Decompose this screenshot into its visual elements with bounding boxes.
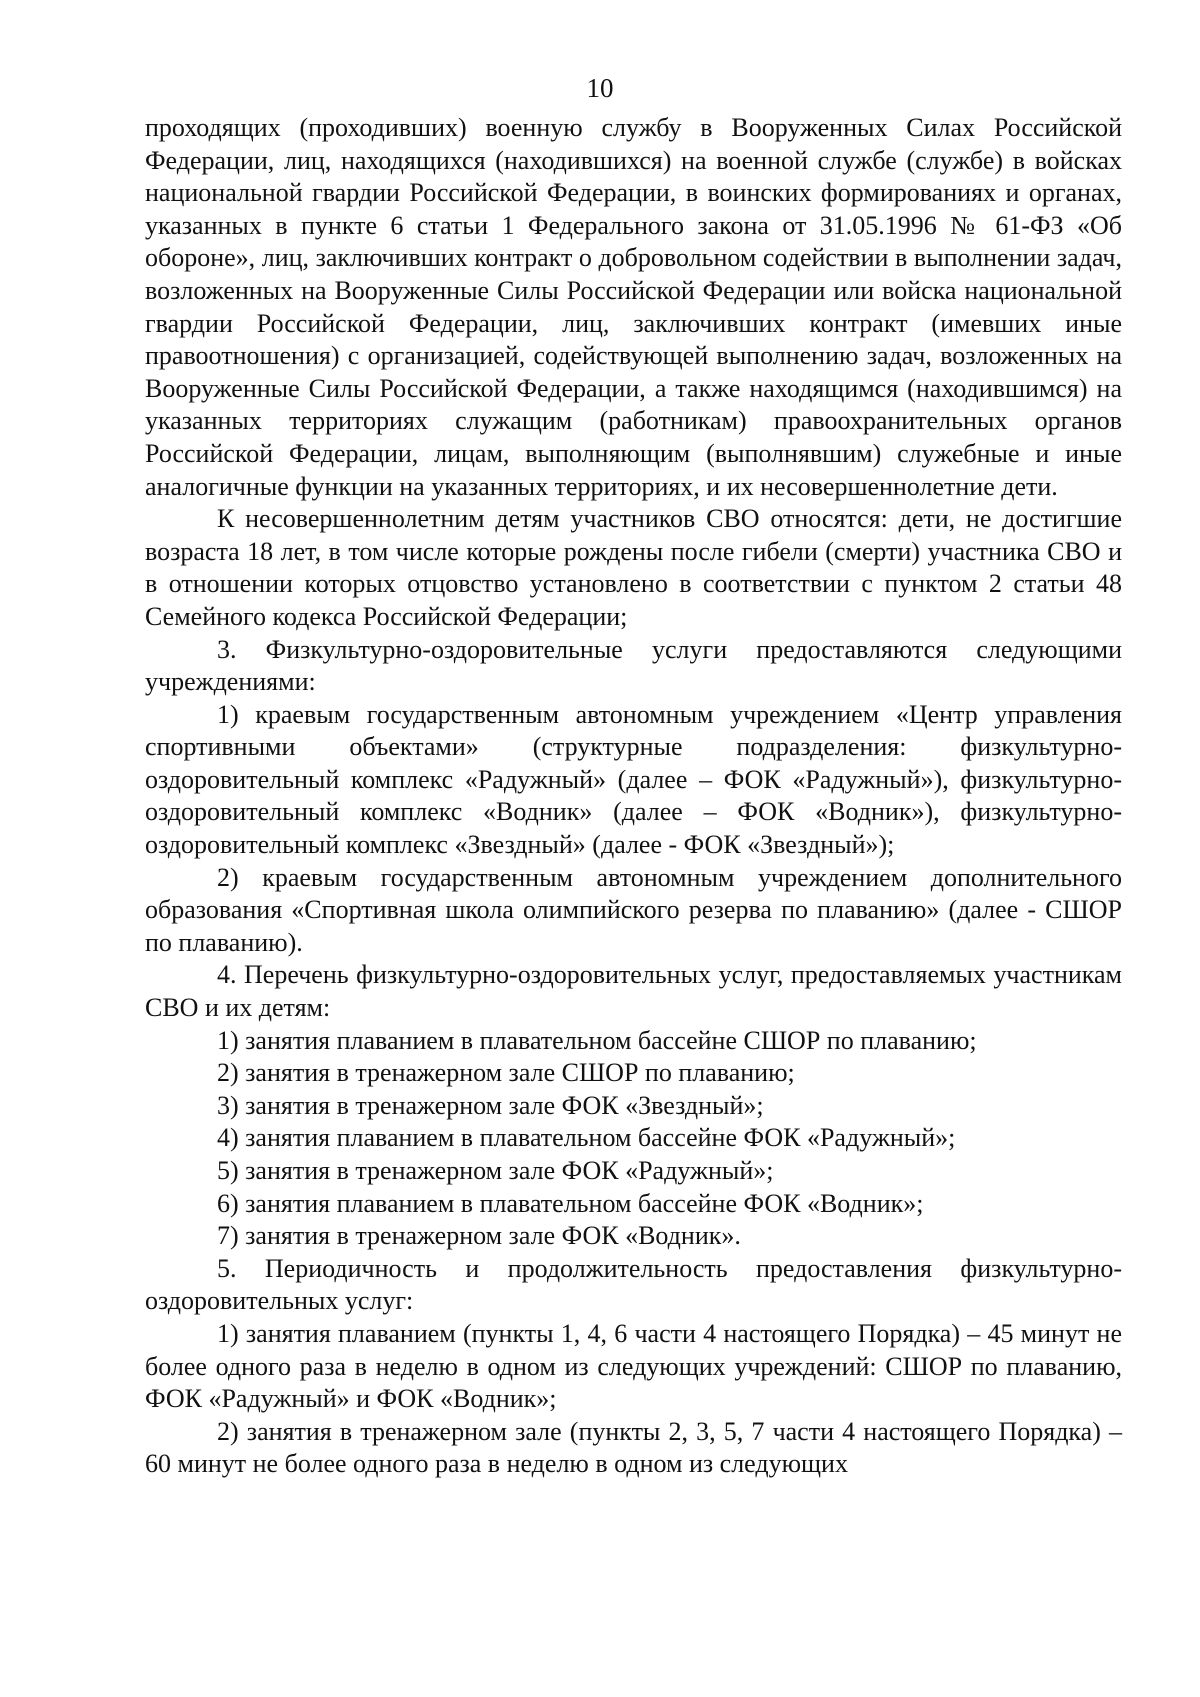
list-item-service-5: 5) занятия в тренажерном зале ФОК «Радужный»; bbox=[217, 1156, 774, 1185]
document-body bbox=[145, 112, 1122, 1481]
list-item-service-2: 2) занятия в тренажерном зале СШОР по плаванию; bbox=[217, 1058, 795, 1088]
page-number: 10 bbox=[586, 73, 614, 103]
paragraph-section-3-item-2: 2) краевым государственным автономным учреждением дополнительного образования «Спортивная школа олимпийского резерва по плаванию» (далее - СШОР по плаванию). bbox=[145, 862, 1122, 957]
list-item-service-4: 4) занятия плаванием в плавательном бассейне ФОК «Радужный»; bbox=[217, 1123, 956, 1153]
paragraph-section-3-item-1: 1) краевым государственным автономным учреждением «Центр управления спортивными объектами» (структурные подразделения: физкультурно-оздоровительный комплекс «Радужный» (далее – ФОК «Радужный»), физкультурно-оздоровительный комплекс «Водник» (далее – ФОК «Водник»), физкультурно-оздоровительный комплекс «Звездный» (далее - ФОК «Звездный»); bbox=[145, 699, 1122, 860]
paragraph-section-3-heading: 3. Физкультурно-оздоровительные услуги предоставляются следующими учреждениями: bbox=[145, 634, 1122, 697]
list-item-service-1: 1) занятия плаванием в плавательном бассейне СШОР по плаванию; bbox=[217, 1025, 977, 1055]
list-item-service-6: 6) занятия плаванием в плавательном бассейне ФОК «Водник»; bbox=[217, 1188, 924, 1218]
list-item-service-7: 7) занятия в тренажерном зале ФОК «Водник». bbox=[217, 1221, 741, 1251]
paragraph-section-4-heading: 4. Перечень физкультурно-оздоровительных услуг, предоставляемых участникам СВО и их детям: bbox=[145, 960, 1122, 1023]
paragraph-section-5-heading: 5. Периодичность и продолжительность предоставления физкультурно-оздоровительных услуг: bbox=[145, 1253, 1122, 1316]
list-item-service-3: 3) занятия в тренажерном зале ФОК «Звездный»; bbox=[217, 1090, 764, 1120]
paragraph-section-5-item-2: 2) занятия в тренажерном зале (пункты 2, 3, 5, 7 части 4 настоящего Порядка) – 60 минут не более одного раза в неделю в одном из следующих bbox=[145, 1416, 1122, 1479]
paragraph-eligible-persons: проходящих (проходивших) военную службу в Вооруженных Силах Российской Федерации, лиц, находящихся (находившихся) на военной службе (службе) в войсках национальной гвардии Российской Федерации, в воинских формированиях и органах, указанных в пункте 6 статьи 1 Федерального закона от 31.05.1996 № 61-ФЗ «Об обороне», лиц, заключивших контракт о добровольном содействии в выполнении задач, возложенных на Вооруженные Силы Российской Федерации или войска национальной гвардии Российской Федерации, лиц, заключивших контракт (имевших иные правоотношения) с организацией, содействующей выполнению задач, возложенных на Вооруженные Силы Российской Федерации, а также находящимся (находившимся) на указанных территориях служащим (работникам) правоохранительных органов Российской Федерации, лицам, выполняющим (выполнявшим) служебные и иные аналогичные функции на указанных территориях, и их несовершеннолетние дети. bbox=[145, 113, 1122, 501]
paragraph-section-5-item-1: 1) занятия плаванием (пункты 1, 4, 6 части 4 настоящего Порядка) – 45 минут не более одного раза в неделю в одном из следующих учреждений: СШОР по плаванию, ФОК «Радужный» и ФОК «Водник»; bbox=[145, 1318, 1122, 1414]
paragraph-minor-children-definition: К несовершеннолетним детям участников СВО относятся: дети, не достигшие возраста 18 лет, в том числе которые рождены после гибели (смерти) участника СВО и в отношении которых отцовство установлено в соответствии с пунктом 2 статьи 48 Семейного кодекса Российской Федерации; bbox=[145, 504, 1122, 631]
